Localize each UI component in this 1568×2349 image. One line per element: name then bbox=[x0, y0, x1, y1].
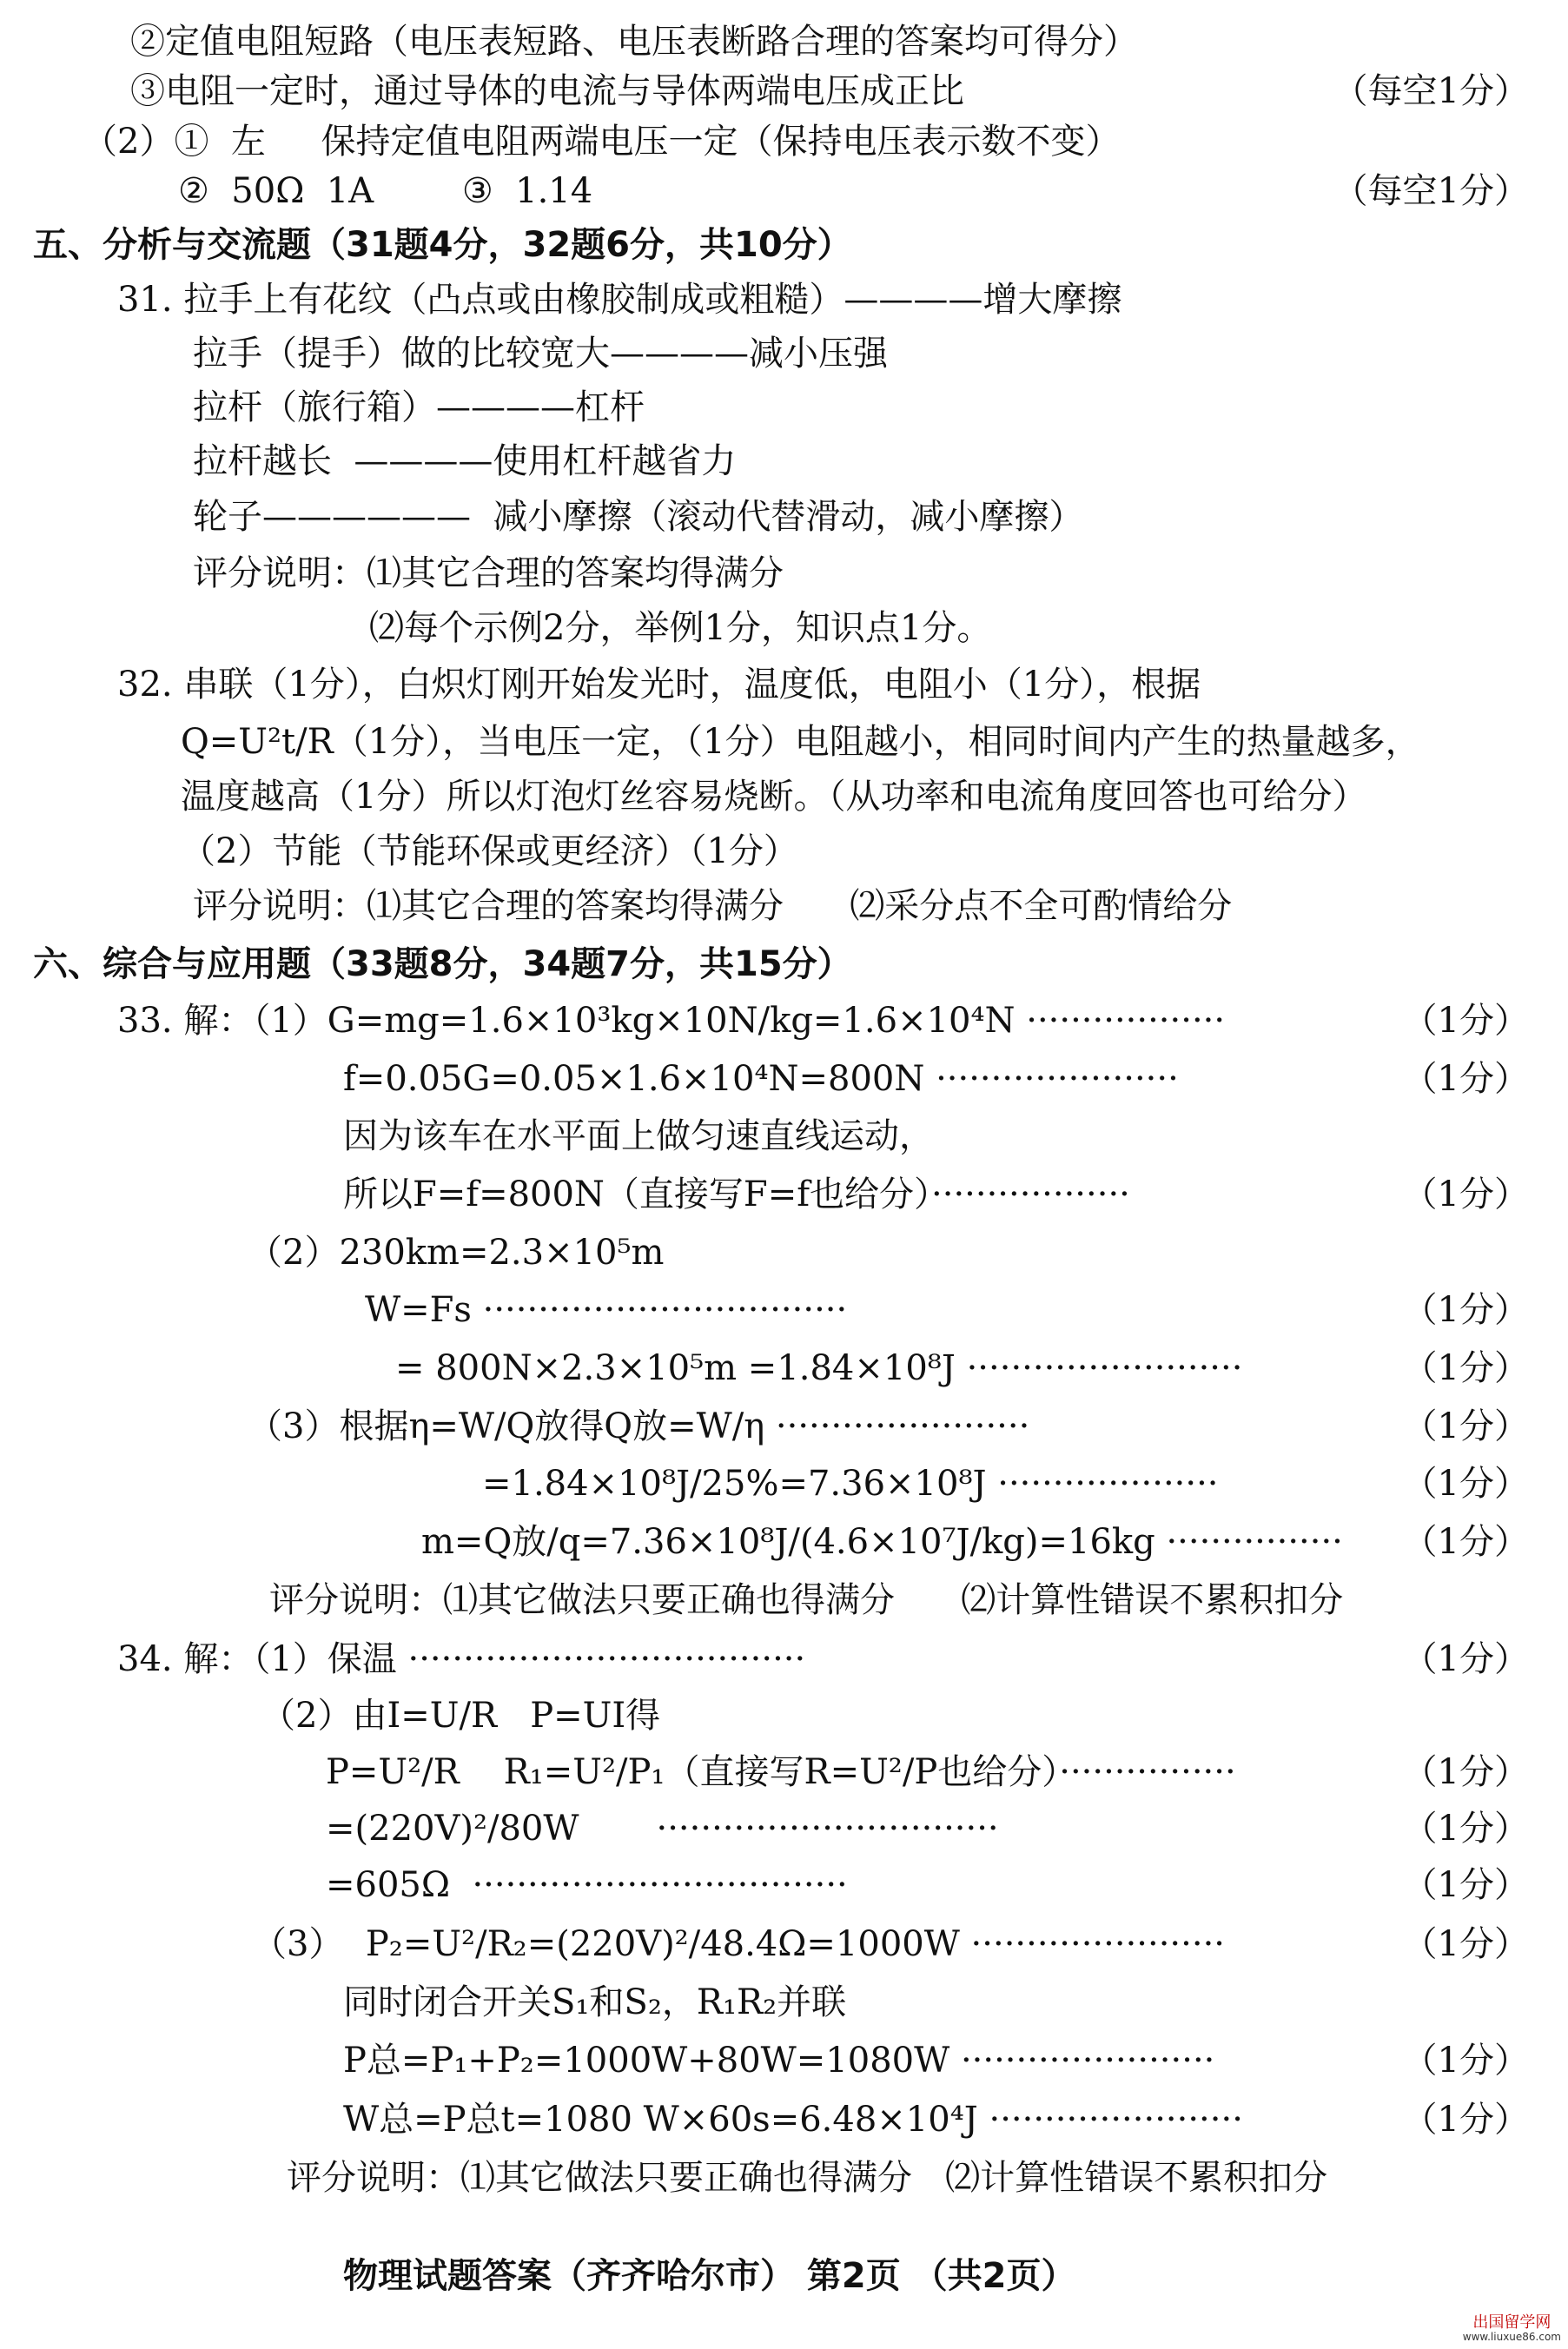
answer-line: 拉杆越长 ————使用杠杆越省力 bbox=[193, 441, 737, 481]
answer-line: 所以F=f=800N（直接写F=f也给分）·················· bbox=[343, 1174, 1130, 1214]
answer-line: ②定值电阻短路（电压表短路、电压表断路合理的答案均可得分） bbox=[130, 22, 1138, 62]
answer-line: ③电阻一定时，通过导体的电流与导体两端电压成正比 bbox=[130, 71, 964, 111]
score-mark: （1分） bbox=[1402, 2041, 1529, 2081]
answer-line: P=U²/R R₁=U²/P₁（直接写R=U²/P也给分）················ bbox=[326, 1752, 1236, 1792]
answer-line: =(220V)²/80W ······························· bbox=[326, 1809, 999, 1849]
answer-line: （2）节能（节能环保或更经济）（1分） bbox=[181, 831, 798, 871]
answer-line: ② 50Ω 1A ③ 1.14 bbox=[178, 171, 593, 211]
watermark-name: 出国留学网 bbox=[1472, 2313, 1551, 2332]
score-mark: （1分） bbox=[1402, 2100, 1529, 2140]
section-heading: 五、分析与交流题（31题4分，32题6分，共10分） bbox=[33, 225, 852, 265]
section-heading: 六、综合与应用题（33题8分，34题7分，共15分） bbox=[33, 944, 852, 984]
answer-line: P总=P₁+P₂=1000W+80W=1080W ······················· bbox=[343, 2041, 1215, 2081]
answer-line: 温度越高（1分）所以灯泡灯丝容易烧断。（从功率和电流角度回答也可给分） bbox=[181, 777, 1367, 817]
answer-line: W=Fs ································· bbox=[365, 1290, 848, 1330]
score-mark: （1分） bbox=[1402, 1059, 1529, 1099]
score-mark: （1分） bbox=[1402, 1406, 1529, 1446]
score-mark: （每空1分） bbox=[1333, 71, 1529, 111]
answer-line: （2）230km=2.3×10⁵m bbox=[248, 1233, 665, 1273]
answer-line: 31. 拉手上有花纹（凸点或由橡胶制成或粗糙）————增大摩擦 bbox=[117, 280, 1122, 320]
answer-line: （3） P₂=U²/R₂=(220V)²/48.4Ω=1000W ······················· bbox=[252, 1924, 1225, 1964]
answer-line: W总=P总t=1080 W×60s=6.48×10⁴J ······················· bbox=[343, 2100, 1243, 2140]
score-mark: （1分） bbox=[1402, 1174, 1529, 1214]
answer-line: （2）由I=U/R P=UI得 bbox=[261, 1696, 661, 1736]
answer-line: 同时闭合开关S₁和S₂，R₁R₂并联 bbox=[343, 1982, 847, 2022]
answer-line: 34. 解：（1）保温 ···································· bbox=[117, 1639, 806, 1679]
answer-line: 因为该车在水平面上做匀速直线运动， bbox=[343, 1116, 934, 1156]
answer-line: ⑵每个示例2分，举例1分，知识点1分。 bbox=[369, 608, 992, 648]
watermark bbox=[1463, 2314, 1561, 2344]
score-mark: （1分） bbox=[1402, 1522, 1529, 1562]
answer-line: 33. 解：（1）G=mg=1.6×10³kg×10N/kg=1.6×10⁴N ·················· bbox=[117, 1001, 1226, 1041]
section-heading: 物理试题答案（齐齐哈尔市） 第2页 （共2页） bbox=[343, 2256, 1076, 2296]
answer-line: 评分说明：⑴其它做法只要正确也得满分 ⑵计算性错误不累积扣分 bbox=[287, 2158, 1328, 2198]
answer-line: 轮子—————— 减小摩擦（滚动代替滑动，减小摩擦） bbox=[193, 497, 1084, 537]
answer-line: Q=U²t/R（1分），当电压一定，（1分）电阻越小，相同时间内产生的热量越多， bbox=[181, 722, 1420, 762]
score-mark: （1分） bbox=[1402, 1001, 1529, 1041]
answer-line: 评分说明：⑴其它做法只要正确也得满分 ⑵计算性错误不累积扣分 bbox=[269, 1580, 1344, 1620]
answer-line: =1.84×10⁸J/25%=7.36×10⁸J ···················· bbox=[482, 1464, 1219, 1504]
answer-line: 32. 串联（1分），白炽灯刚开始发光时，温度低，电阻小（1分），根据 bbox=[117, 665, 1201, 705]
answer-line: 评分说明：⑴其它合理的答案均得满分 bbox=[193, 553, 784, 593]
answer-line: = 800N×2.3×10⁵m =1.84×10⁸J ························· bbox=[395, 1348, 1243, 1388]
answer-line: （2）① 左 保持定值电阻两端电压一定（保持电压表示数不变） bbox=[83, 122, 1121, 162]
answer-line: 评分说明：⑴其它合理的答案均得满分 ⑵采分点不全可酌情给分 bbox=[193, 886, 1233, 926]
answer-line: m=Q放/q=7.36×10⁸J/(4.6×10⁷J/kg)=16kg ················ bbox=[421, 1522, 1343, 1562]
answer-line: 拉手（提手）做的比较宽大————减小压强 bbox=[193, 334, 888, 374]
score-mark: （1分） bbox=[1402, 1809, 1529, 1849]
watermark-url: www.liuxue86.com bbox=[1462, 2331, 1561, 2344]
score-mark: （1分） bbox=[1402, 1464, 1529, 1504]
score-mark: （1分） bbox=[1402, 1348, 1529, 1388]
answer-line: f=0.05G=0.05×1.6×10⁴N=800N ······················ bbox=[343, 1059, 1179, 1099]
score-mark: （1分） bbox=[1402, 1639, 1529, 1679]
score-mark: （每空1分） bbox=[1333, 171, 1529, 211]
score-mark: （1分） bbox=[1402, 1752, 1529, 1792]
score-mark: （1分） bbox=[1402, 1290, 1529, 1330]
answer-line: =605Ω ·································· bbox=[326, 1865, 848, 1905]
score-mark: （1分） bbox=[1402, 1865, 1529, 1905]
score-mark: （1分） bbox=[1402, 1924, 1529, 1964]
answer-line: （3）根据η=W/Q放得Q放=W/η ······················· bbox=[248, 1406, 1030, 1446]
answer-line: 拉杆（旅行箱）————杠杆 bbox=[193, 387, 645, 427]
